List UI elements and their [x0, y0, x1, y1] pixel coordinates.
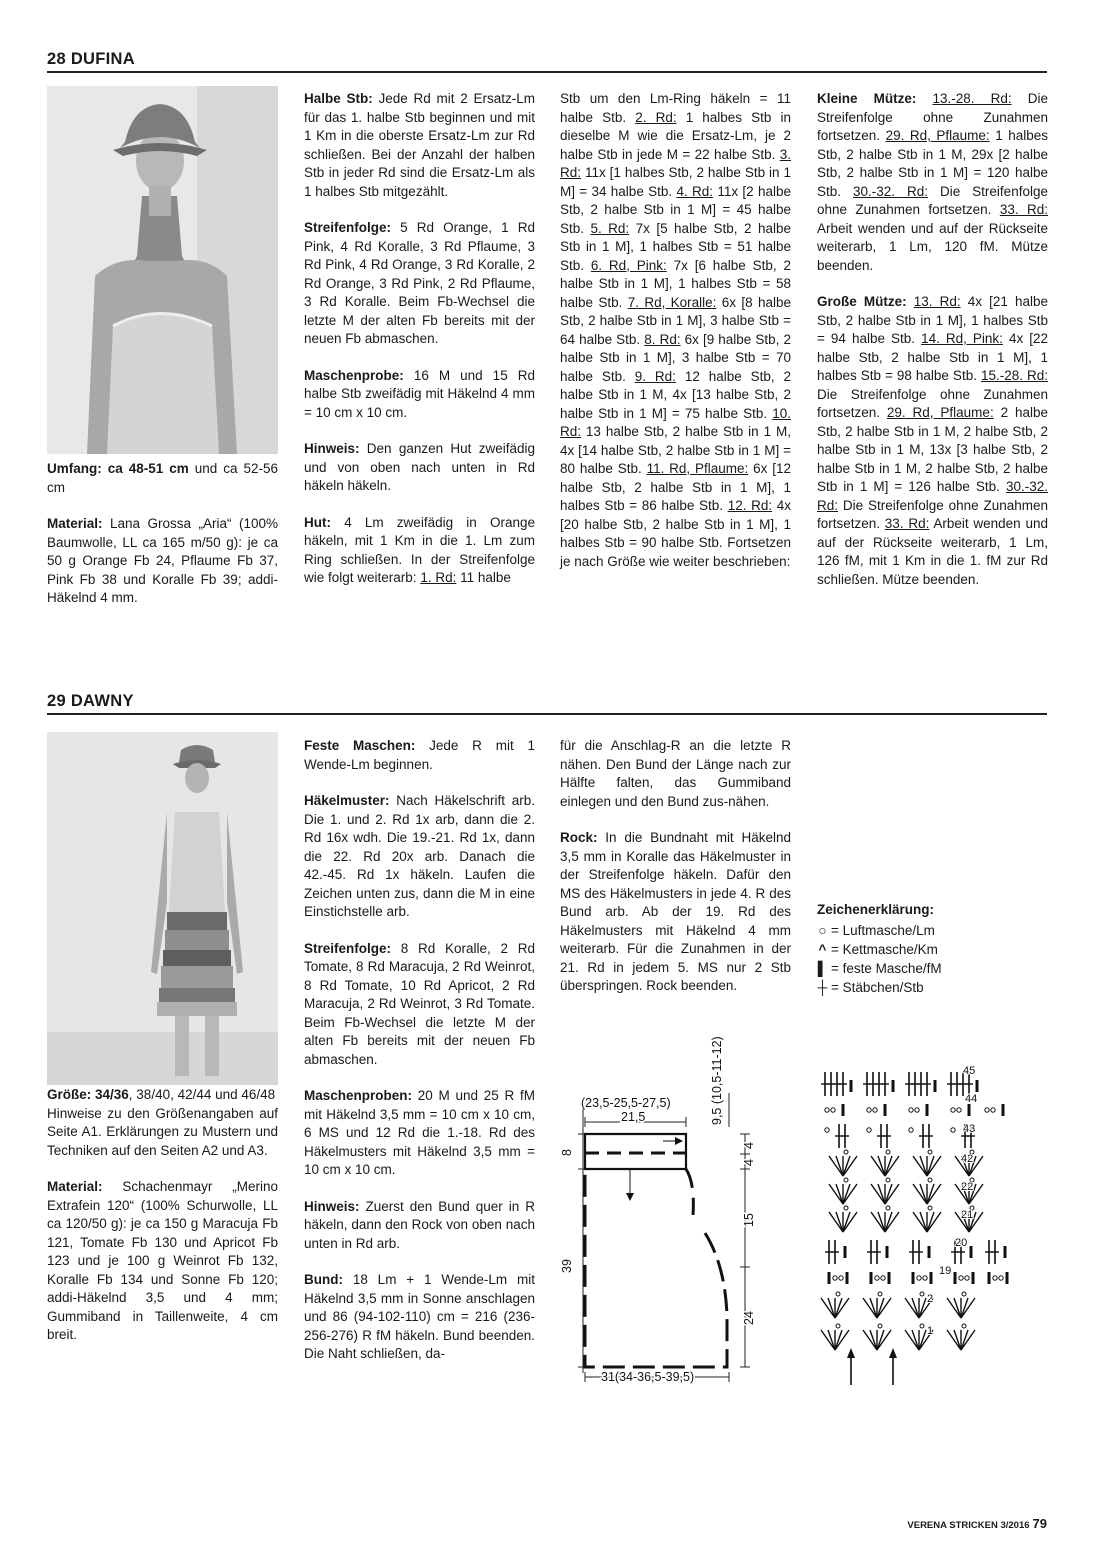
gross-text-a: 4x [21 halbe Stb, 2 halbe Stb in 1 M], 1 halbes Stb = 94 halbe Stb. — [817, 294, 1048, 346]
hinweis-label-dawny: Hinweis: — [304, 1198, 360, 1214]
maschenproben-text: 20 M und 25 R fM mit Häkelnd 3,5 mm = 10 cm x 10 cm, 6 MS und 12 Rd die 1.-18. Rd des Häkelmusters mit Häkelnd 3,5 mm = 10 cm x 10 cm. — [304, 1088, 535, 1177]
crochet-chart — [815, 1060, 1035, 1390]
klein-text-b: 1 halbes Stb, 2 halbe Stb in 1 M, 29x [2 halbe Stb, 2 halbe Stb in 1 M] = 120 halbe Stb. — [817, 128, 1048, 199]
stitch-ch — [915, 1108, 919, 1112]
legend-item — [817, 940, 1048, 959]
stitch-fan — [912, 1330, 919, 1350]
umfang-label: Umfang: ca 48-51 cm — [47, 461, 189, 476]
stitch-fan — [878, 1156, 885, 1176]
groesse-label: Größe: 34/36 — [47, 1087, 129, 1102]
section-title-dawny: 29 DAWNY — [47, 692, 1047, 715]
stitch-fan — [871, 1184, 885, 1204]
stitch-fm — [926, 1104, 929, 1116]
gross-round-f: 33. Rd: — [884, 516, 930, 531]
stitch-fan — [870, 1298, 877, 1318]
page-number: 79 — [1032, 1516, 1047, 1531]
stitch-fan — [961, 1298, 968, 1318]
gross-text-c: Die Streifenfolge ohne Zunahmen fortsetzen. — [817, 386, 1048, 420]
round-3-text: 11x [1 halbes Stb, 2 halbe Stb in 1 M] = 34 halbe Stb. — [560, 165, 791, 199]
legend-text: = Luftmasche/Lm — [831, 923, 935, 938]
round-4-text: 11x [2 halbe Stb, 2 halbe Stb in 1 M] = 45 halbe Stb. — [560, 183, 791, 236]
round-4-label: 4. Rd: — [676, 183, 714, 199]
stitch-fm — [846, 1272, 849, 1284]
streifenfolge-label-dawny: Streifenfolge: — [304, 940, 392, 956]
haekelmuster-label: Häkelmuster: — [304, 793, 390, 808]
umfang-text: und ca 52-56 cm — [47, 461, 278, 495]
stitch-fan — [919, 1298, 926, 1318]
stitch-ch — [917, 1276, 921, 1280]
stitch-fan — [877, 1330, 884, 1350]
gross-text-b: 4x [22 halbe Stb, 2 halbe Stb in 1 M], 1 halbes Stb = 98 halbe Stb. — [817, 331, 1048, 383]
schnitt-total-height: 39 — [560, 1259, 574, 1273]
caret-icon: ^ — [818, 942, 827, 957]
gross-round-b: 14. Rd, Pink: — [921, 331, 1003, 346]
stitch-ch — [878, 1292, 882, 1296]
stitch-fan — [885, 1156, 899, 1176]
stitch-fan — [863, 1298, 877, 1318]
column-4-dufina — [817, 90, 1048, 607]
groesse-text: , 38/40, 42/44 und 46/48 — [128, 1087, 276, 1102]
photo-dawny — [47, 732, 278, 1085]
stitch-ch — [928, 1206, 932, 1210]
schnitt-bund-right-a: 4 — [742, 1142, 756, 1149]
grosse-muetze-label: Große Mütze: — [817, 294, 907, 309]
stitch-fan — [913, 1212, 927, 1232]
stitch-fan — [927, 1184, 941, 1204]
stitch-fan — [836, 1184, 843, 1204]
stitch-fan — [885, 1184, 899, 1204]
round-12-text: 4x [20 halbe Stb, 2 halbe Stb in 1 M], 1 halbes Stb = 90 halbe Stb. Fortsetzen je nach Größe wie weiter beschrieben: — [560, 498, 791, 569]
chart-row-number: 43 — [963, 1123, 976, 1135]
streifenfolge-text: 5 Rd Orange, 1 Rd Pink, 4 Rd Koralle, 3 Rd Pflaume, 3 Rd Pink, 4 Rd Orange, 3 Rd Koralle, 2 Rd Orange, 3 Rd Pink, 2 Rd Pflaume, 3 Rd Koralle. Beim Fb-Wechsel die letzte M der alten Fb bereits mit der neuen Fb abmaschen. — [304, 220, 535, 346]
stitch-fan — [961, 1330, 968, 1350]
round-2-text: 1 halbes Stb in dieselbe M wie die Ersatz-Lm, je 2 halbe Stb in jede M = 22 halbe Stb. — [560, 109, 791, 162]
column-1-dufina — [47, 460, 278, 626]
material-text-dawny: Schachenmayr „Merino Extrafein 120“ (100% Schurwolle, LL ca 120/50 g): je ca 150 g Maracuja Fb 121, Tomate Fb 130 und Apricot Fb 123 und je 100 g Weinrot Fb 132, Koralle Fb 134 und Sonne Fb 120; addi-Häkelnd 3,5 und 4 mm; Gummiband in Taillenweite, 4 cm breit. — [47, 1179, 278, 1342]
round-7-label: 7. Rd, Koralle: — [627, 294, 717, 310]
stitch-ch — [923, 1276, 927, 1280]
legend-item — [817, 959, 1048, 978]
feste-maschen-label: Feste Maschen: — [304, 738, 416, 753]
hinweis-text: Den ganzen Hut zweifädig und von oben nach unten in Rd häkeln häkeln. — [304, 441, 535, 493]
stitch-fan — [843, 1212, 850, 1232]
page-footer — [907, 1516, 1047, 1531]
stitch-fm — [844, 1246, 847, 1258]
stitch-fan — [947, 1298, 961, 1318]
legend-text: = Stäbchen/Stb — [831, 980, 924, 995]
schnitt-top-width: 21,5 — [621, 1110, 646, 1124]
stitch-fan — [905, 1330, 919, 1350]
stitch-fan — [885, 1212, 899, 1232]
stitch-fm — [1002, 1104, 1005, 1116]
stitch-fan — [877, 1298, 884, 1318]
stitch-ch — [991, 1108, 995, 1112]
hinweis-text-dawny: Zuerst den Bund quer in R häkeln, dann den Rock von oben nach unten in Rd arb. — [304, 1198, 535, 1251]
stitch-fm — [930, 1272, 933, 1284]
stitch-fan — [836, 1212, 843, 1232]
stitch-ch — [867, 1108, 871, 1112]
schnitt-right-height: 9,5 (10,5-11-12) — [710, 1036, 724, 1125]
stitch-ch — [959, 1276, 963, 1280]
stitch-fan — [954, 1298, 961, 1318]
round-6-text: 7x [6 halbe Stb, 2 halbe Stb in 1 M], 1 halbes Stb = 58 halbe Stb. — [560, 257, 791, 310]
legend-title: Zeichenerklärung: — [817, 902, 935, 917]
round-7-text: 6x [8 halbe Stb, 2 halbe Stb in 1 M], 3 halbe Stb = 64 halbe Stb. — [560, 294, 791, 347]
stitch-fm — [912, 1272, 915, 1284]
klein-round-d: 33. Rd: — [999, 202, 1048, 217]
gross-text-f: Arbeit wenden und auf der Rückseite weiterarb, 1 Lm, 126 fM, mit 1 Km in die 1. fM zur Rd schließen. Mütze beenden. — [817, 516, 1048, 587]
stitch-ch — [844, 1178, 848, 1182]
round-11-label: 11. Rd, Pflaume: — [646, 461, 749, 476]
stitch-ch — [881, 1276, 885, 1280]
stitch-fan — [843, 1156, 850, 1176]
gross-text-d: 2 halbe Stb, 2 halbe Stb in 1 M, 2 halbe Stb, 2 halbe Stb in 1 M, 13x [3 halbe Stb, 2 halbe Stb in 1 M, 2 halbe Stb, 2 halbe Stb in 1 M] = 126 halbe Stb. — [817, 405, 1048, 494]
stitch-fan — [927, 1184, 934, 1204]
round-9-text: 12 halbe Stb, 2 halbe Stb in 1 M, 4x [13 halbe Stb, 2 halbe Stb in 1 M] = 75 halbe Stb. — [560, 368, 791, 421]
halbe-stb-text: Jede Rd mit 2 Ersatz-Lm für das 1. halbe Stb beginnen und mit 1 Km in die oberste Ersatz-Lm zur Rd schließen. Bei der Anzahl der halben Stb in jeder Rd sind die Ersatz-Lm als 1 halbes Stb mitgezählt. — [304, 91, 535, 199]
stitch-ch — [928, 1150, 932, 1154]
chart-row-number: 20 — [955, 1237, 968, 1249]
stitch-ch — [836, 1292, 840, 1296]
stitch-fan — [913, 1156, 927, 1176]
schnitt-bund-right-b: 4 — [742, 1159, 756, 1166]
stitch-fan — [885, 1184, 892, 1204]
stitch-ch — [965, 1276, 969, 1280]
stitch-fan — [843, 1156, 857, 1176]
gross-round-a: 13. Rd: — [913, 294, 961, 309]
stitch-fan — [905, 1298, 919, 1318]
hinweis-label: Hinweis: — [304, 441, 360, 456]
stitch-fan — [843, 1184, 850, 1204]
stitch-fm — [870, 1272, 873, 1284]
stitch-ch — [957, 1108, 961, 1112]
stitch-ch — [844, 1206, 848, 1210]
stitch-fan — [821, 1298, 835, 1318]
material-label-dawny: Material: — [47, 1179, 103, 1194]
stitch-ch — [962, 1324, 966, 1328]
round-10-label: 10. Rd: — [560, 405, 791, 439]
stitch-fan — [870, 1330, 877, 1350]
stitch-ch — [839, 1276, 843, 1280]
material-label: Material: — [47, 516, 103, 531]
stitch-fan — [843, 1184, 857, 1204]
stitch-fm — [934, 1080, 937, 1092]
maschenprobe-text: 16 M und 15 Rd halbe Stb zweifädig mit Häkelnd 4 mm = 10 cm x 10 cm. — [304, 367, 535, 420]
chart-row-number: 42 — [961, 1153, 974, 1165]
stitch-ch — [985, 1108, 989, 1112]
model-with-skirt-illustration — [47, 732, 278, 1085]
stitch-ch — [993, 1276, 997, 1280]
stitch-fan — [871, 1156, 885, 1176]
stitch-ch — [825, 1108, 829, 1112]
round-1-text: 11 halbe — [460, 570, 511, 585]
stitch-fan — [954, 1330, 961, 1350]
stitch-ch — [875, 1276, 879, 1280]
stitch-fan — [947, 1330, 961, 1350]
schnitt-bottom-width: 31(34-36,5-39,5) — [601, 1370, 695, 1384]
klein-round-b: 29. Rd, Pflaume: — [885, 128, 990, 143]
stitch-fan — [961, 1298, 975, 1318]
round-8-label: 8. Rd: — [644, 331, 681, 347]
gross-text-e: Die Streifenfolge ohne Zunahmen fortsetzen. — [817, 497, 1048, 531]
kleine-muetze-label: Kleine Mütze: — [817, 91, 917, 106]
stitch-fm — [928, 1246, 931, 1258]
section-title-dufina: 28 DUFINA — [47, 50, 1047, 73]
round-12-label: 12. Rd: — [727, 498, 773, 513]
stitch-fan — [871, 1212, 885, 1232]
schnitt-bund-left: 8 — [560, 1149, 574, 1156]
klein-text-d: Arbeit wenden und auf der Rückseite weiterarb, 1 Lm, 120 fM. Mütze beenden. — [817, 220, 1048, 273]
chart-row-number: 19 — [939, 1265, 952, 1277]
material-text: Lana Grossa „Aria“ (100% Baumwolle, LL ca 165 m/50 g): je ca 50 g Orange Fb 24, Pflaume Fb 37, Pink Fb 38 und Koralle Fb 39; addi-Häkelnd 4 mm. — [47, 516, 278, 605]
symbol-legend — [817, 900, 1048, 997]
stitch-ch — [833, 1276, 837, 1280]
stitch-fan — [920, 1184, 927, 1204]
stitch-fan — [835, 1330, 842, 1350]
magazine-name: VERENA STRICKEN 3/2016 — [907, 1520, 1030, 1531]
stitch-fm — [968, 1104, 971, 1116]
stitch-ch — [831, 1108, 835, 1112]
round-10-text: 13 halbe Stb, 2 halbe Stb in 1 M, 4x [14 halbe Stb, 2 halbe Stb in 1 M] = 80 halbe Stb. — [560, 424, 791, 476]
stitch-fan — [961, 1330, 975, 1350]
halbe-stb-label: Halbe Stb: — [304, 91, 373, 106]
round-5-text: 7x [5 halbe Stb, 2 halbe Stb in 1 M], 1 halbes Stb = 51 halbe Stb. — [560, 220, 791, 273]
stitch-fan — [835, 1298, 842, 1318]
column-2-dawny — [304, 737, 535, 1382]
stitch-fm — [970, 1246, 973, 1258]
chart-row-number: 1 — [927, 1325, 934, 1337]
klein-round-a: 13.-28. Rd: — [932, 91, 1012, 106]
chart-row-number: 22 — [961, 1181, 974, 1193]
round-8-text: 6x [9 halbe Stb, 2 halbe Stb in 1 M], 3 halbe Stb = 70 halbe Stb. — [560, 331, 791, 384]
stitch-ch — [909, 1108, 913, 1112]
gross-round-c: 15.-28. Rd: — [980, 368, 1048, 383]
chart-row-number: 45 — [963, 1065, 976, 1077]
stitch-fan — [878, 1212, 885, 1232]
stitch-fm — [1006, 1272, 1009, 1284]
stitch-fan — [877, 1330, 891, 1350]
stitch-fan — [878, 1184, 885, 1204]
stitch-fm — [1004, 1246, 1007, 1258]
stitch-ch — [886, 1206, 890, 1210]
streifenfolge-label: Streifenfolge: — [304, 220, 392, 235]
arrow-head — [847, 1348, 855, 1358]
schnitt-top-sizes: (23,5-25,5-27,5) — [581, 1096, 671, 1110]
stitch-fan — [920, 1156, 927, 1176]
round-3-label: 3. Rd: — [560, 146, 791, 180]
hut-label: Hut: — [304, 514, 331, 530]
stitch-fan — [836, 1156, 843, 1176]
stitch-fan — [835, 1330, 849, 1350]
stitch-fm — [850, 1080, 853, 1092]
stitch-fm — [842, 1104, 845, 1116]
chart-row-number: 44 — [965, 1093, 978, 1105]
stitch-fm — [988, 1272, 991, 1284]
stitch-ch — [867, 1128, 871, 1132]
bund-label: Bund: — [304, 1272, 343, 1287]
stitch-fan — [927, 1212, 934, 1232]
round-9-label: 9. Rd: — [634, 368, 676, 384]
stitch-fan — [927, 1156, 934, 1176]
model-with-hat-illustration — [47, 86, 278, 454]
stitch-fan — [920, 1212, 927, 1232]
schnitt-lower-height: 24 — [742, 1311, 756, 1325]
stitch-fan — [835, 1298, 849, 1318]
skirt-schematic — [555, 1015, 785, 1385]
stitch-fm — [828, 1272, 831, 1284]
legend-item — [817, 921, 1048, 940]
stitch-ch — [999, 1276, 1003, 1280]
round-5-label: 5. Rd: — [590, 220, 630, 236]
stitch-fan — [829, 1156, 843, 1176]
stitch-fan — [877, 1298, 891, 1318]
groessen-hinweise: Hinweise zu den Größenangaben auf Seite A1. Erklärungen zu Mustern und Techniken auf den Seiten A2 und A3. — [47, 1105, 278, 1158]
stitch-fan — [821, 1330, 835, 1350]
klein-text-c: Die Streifenfolge ohne Zunahmen fortsetzen. — [817, 183, 1048, 217]
cross-icon: ┼ — [817, 980, 828, 995]
circle-icon: ○ — [818, 923, 827, 938]
stitch-fm — [972, 1272, 975, 1284]
column-3-dawny — [560, 737, 791, 1014]
stitch-ch — [878, 1324, 882, 1328]
rock-text: In die Bundnaht mit Häkelnd 3,5 mm in Koralle das Häkelmuster in der Streifenfolge häkeln. Dafür den MS des Häkelmusters in jede 4. R des Bund arb. Ab der 19. Rd des Häkelmusters mit Häkelnd 4 mm weiterarb. Für die Zunahmen in der 21. Rd in jedem 5. MS nur 2 Stb überspringen. Rock beenden. — [560, 830, 791, 993]
stitch-ch — [951, 1108, 955, 1112]
stitch-ch — [920, 1324, 924, 1328]
column-1-dawny — [47, 1086, 278, 1363]
stitch-fan — [885, 1212, 892, 1232]
stitch-fm — [954, 1272, 957, 1284]
stitch-fm — [892, 1080, 895, 1092]
stitch-fan — [919, 1330, 926, 1350]
round-1-label: 1. Rd: — [420, 570, 457, 585]
stitch-fan — [828, 1330, 835, 1350]
stitch-fm — [884, 1104, 887, 1116]
stitch-fan — [913, 1184, 927, 1204]
photo-dufina — [47, 86, 278, 454]
feste-maschen-text: Jede R mit 1 Wende-Lm beginnen. — [304, 738, 535, 772]
rock-label: Rock: — [560, 830, 598, 845]
stitch-fm — [886, 1246, 889, 1258]
arrow-head — [889, 1348, 897, 1358]
stitch-fan — [863, 1330, 877, 1350]
column-3-dufina — [560, 90, 791, 589]
round-6-label: 6. Rd, Pink: — [590, 257, 667, 273]
chart-row-number: 21 — [961, 1209, 974, 1221]
bund-text: 18 Lm + 1 Wende-Lm mit Häkelnd 3,5 mm in Sonne anschlagen und 86 (94-102-110) cm = 216 (236-256-276) R fM häkeln. Bund beenden. Die Naht schließen, da- — [304, 1272, 535, 1361]
stitch-ch — [886, 1150, 890, 1154]
bar-icon: ▌ — [817, 961, 828, 976]
klein-round-c: 30.-32. Rd: — [852, 183, 928, 199]
stitch-ch — [962, 1292, 966, 1296]
stitch-ch — [909, 1128, 913, 1132]
stitch-ch — [951, 1128, 955, 1132]
stitch-fan — [828, 1298, 835, 1318]
legend-text: = Kettmasche/Km — [831, 942, 938, 957]
stitch-fan — [927, 1212, 941, 1232]
stitch-fm — [888, 1272, 891, 1284]
round-1-cont: Stb um den Lm-Ring häkeln = 11 halbe Stb. — [560, 91, 791, 125]
stitch-fan — [843, 1212, 857, 1232]
stitch-ch — [886, 1178, 890, 1182]
round-11-text: 6x [12 halbe Stb, 2 halbe Stb in 1 M], 1 halbes Stb = 86 halbe Stb. — [560, 461, 791, 513]
maschenproben-label: Maschenproben: — [304, 1088, 413, 1103]
stitch-ch — [873, 1108, 877, 1112]
stitch-fm — [976, 1080, 979, 1092]
maschenprobe-label: Maschenprobe: — [304, 367, 404, 383]
chart-row-number: 2 — [927, 1293, 934, 1305]
stitch-ch — [836, 1324, 840, 1328]
stitch-fan — [885, 1156, 892, 1176]
stitch-ch — [928, 1178, 932, 1182]
klein-text-a: Die Streifenfolge ohne Zunahmen fortsetzen. — [817, 91, 1048, 143]
legend-text: = feste Masche/fM — [831, 961, 942, 976]
bund-text-cont: für die Anschlag-R an die letzte R nähen. Den Bund der Länge nach zur Hälfte falten, das Gummiband einlegen und den Bund zus-nähen. — [560, 738, 791, 809]
haekelmuster-text: Nach Häkelschrift arb. Die 1. und 2. Rd 1x arb, dann die 2. Rd 16x wdh. Die 19.-21. Rd 1x, dann die 22. Rd 20x arb. Danach die 42.-45. Rd 1x häkeln. Laufen die Zeichen unten zus, dann die M in eine Einstichstelle arb. — [304, 793, 535, 919]
streifenfolge-text-dawny: 8 Rd Koralle, 2 Rd Tomate, 8 Rd Maracuja, 2 Rd Weinrot, 8 Rd Tomate, 10 Rd Apricot, 2 Rd Maracuja, 2 Rd Weinrot, 3 Rd Tomate. Beim Fb-Wechsel die letzte M der alten Fb bereits mit der neuen Fb abmaschen. — [304, 940, 535, 1067]
stitch-fan — [912, 1298, 919, 1318]
stitch-ch — [844, 1150, 848, 1154]
hut-text: 4 Lm zweifädig in Orange häkeln, mit 1 Km in die 1. Lm zum Ring schließen. In der Streifenfolge wie folgt weiterarb: — [304, 514, 535, 585]
legend-item — [817, 978, 1048, 997]
round-2-label: 2. Rd: — [635, 109, 677, 125]
stitch-fan — [829, 1212, 843, 1232]
column-2-dufina — [304, 90, 535, 606]
stitch-ch — [825, 1128, 829, 1132]
stitch-ch — [920, 1292, 924, 1296]
stitch-fan — [927, 1156, 941, 1176]
schnitt-mid-height: 15 — [742, 1213, 756, 1227]
gross-round-d: 29. Rd, Pflaume: — [886, 405, 994, 420]
gross-round-e: 30.-32. Rd: — [817, 479, 1048, 513]
stitch-fan — [829, 1184, 843, 1204]
